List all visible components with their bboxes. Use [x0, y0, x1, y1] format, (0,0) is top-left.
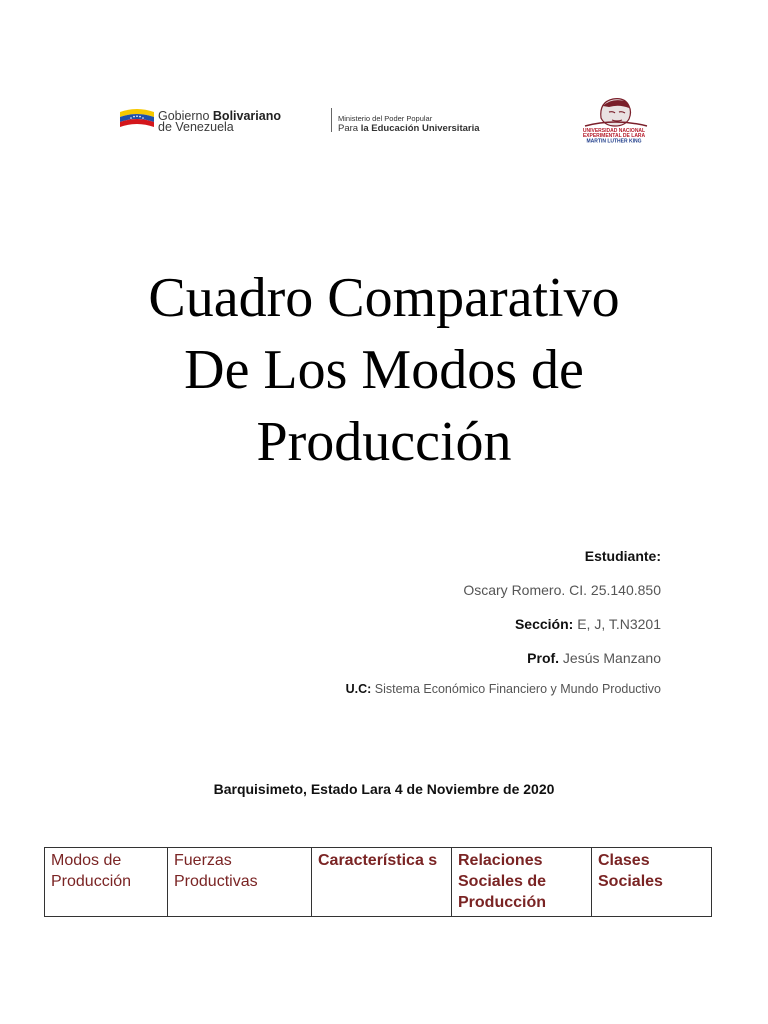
- section-value: E, J, T.N3201: [573, 616, 661, 632]
- header-relaciones-sociales: Relaciones Sociales de Producción: [452, 848, 592, 917]
- university-name-line1: UNIVERSIDAD NACIONAL: [582, 128, 646, 134]
- course-line: [101, 682, 661, 696]
- city-date: Barquisimeto, Estado Lara 4 de Noviembre de 2020: [213, 781, 555, 797]
- ministry-line1: Ministerio del Poder Popular: [338, 114, 433, 123]
- student-label-line: [101, 548, 661, 564]
- gov-text-line2: de Venezuela: [158, 120, 234, 134]
- header-modos-de-produccion: Modos de Producción: [45, 848, 168, 917]
- title-line1: Cuadro Comparativo: [148, 267, 620, 329]
- logo-divider: [331, 108, 332, 132]
- document-header: [108, 94, 664, 146]
- student-value-line: [101, 582, 661, 598]
- ministry-line2-bold: la Educación Universitaria: [360, 123, 480, 134]
- university-logo: [565, 96, 663, 144]
- university-name-line3: MARTIN LUTHER KING: [586, 138, 642, 144]
- gov-text-bold: Bolivariano: [212, 109, 281, 123]
- course-value: Sistema Económico Financiero y Mundo Productivo: [371, 682, 661, 696]
- martin-luther-king-portrait-icon: [585, 99, 647, 126]
- gov-text-regular: Gobierno: [158, 109, 213, 123]
- header-clases-sociales: Clases Sociales: [592, 848, 712, 917]
- section-line: [101, 616, 661, 632]
- table-header-row: [45, 848, 712, 917]
- student-label: Estudiante:: [584, 548, 661, 564]
- government-logo-text: [158, 111, 281, 133]
- ministry-line2-regular: Para: [338, 123, 361, 134]
- university-name-line2: EXPERIMENTAL DE LARA: [582, 133, 646, 139]
- professor-label: Prof.: [527, 650, 560, 666]
- header-fuerzas-productivas: Fuerzas Productivas: [168, 848, 312, 917]
- ministry-logo-text: [338, 114, 480, 134]
- professor-value: Jesús Manzano: [559, 650, 661, 666]
- comparison-table: [44, 847, 712, 917]
- professor-line: [101, 650, 661, 666]
- header-caracteristicas: Característica s: [312, 848, 452, 917]
- title-line3: Producción: [256, 411, 512, 473]
- course-label: U.C:: [345, 682, 372, 696]
- title-line2: De Los Modos de: [184, 339, 584, 401]
- venezuela-flag-icon: [120, 108, 154, 128]
- section-label: Sección:: [514, 616, 574, 632]
- document-title: [60, 262, 708, 478]
- student-value: Oscary Romero. CI. 25.140.850: [463, 582, 661, 598]
